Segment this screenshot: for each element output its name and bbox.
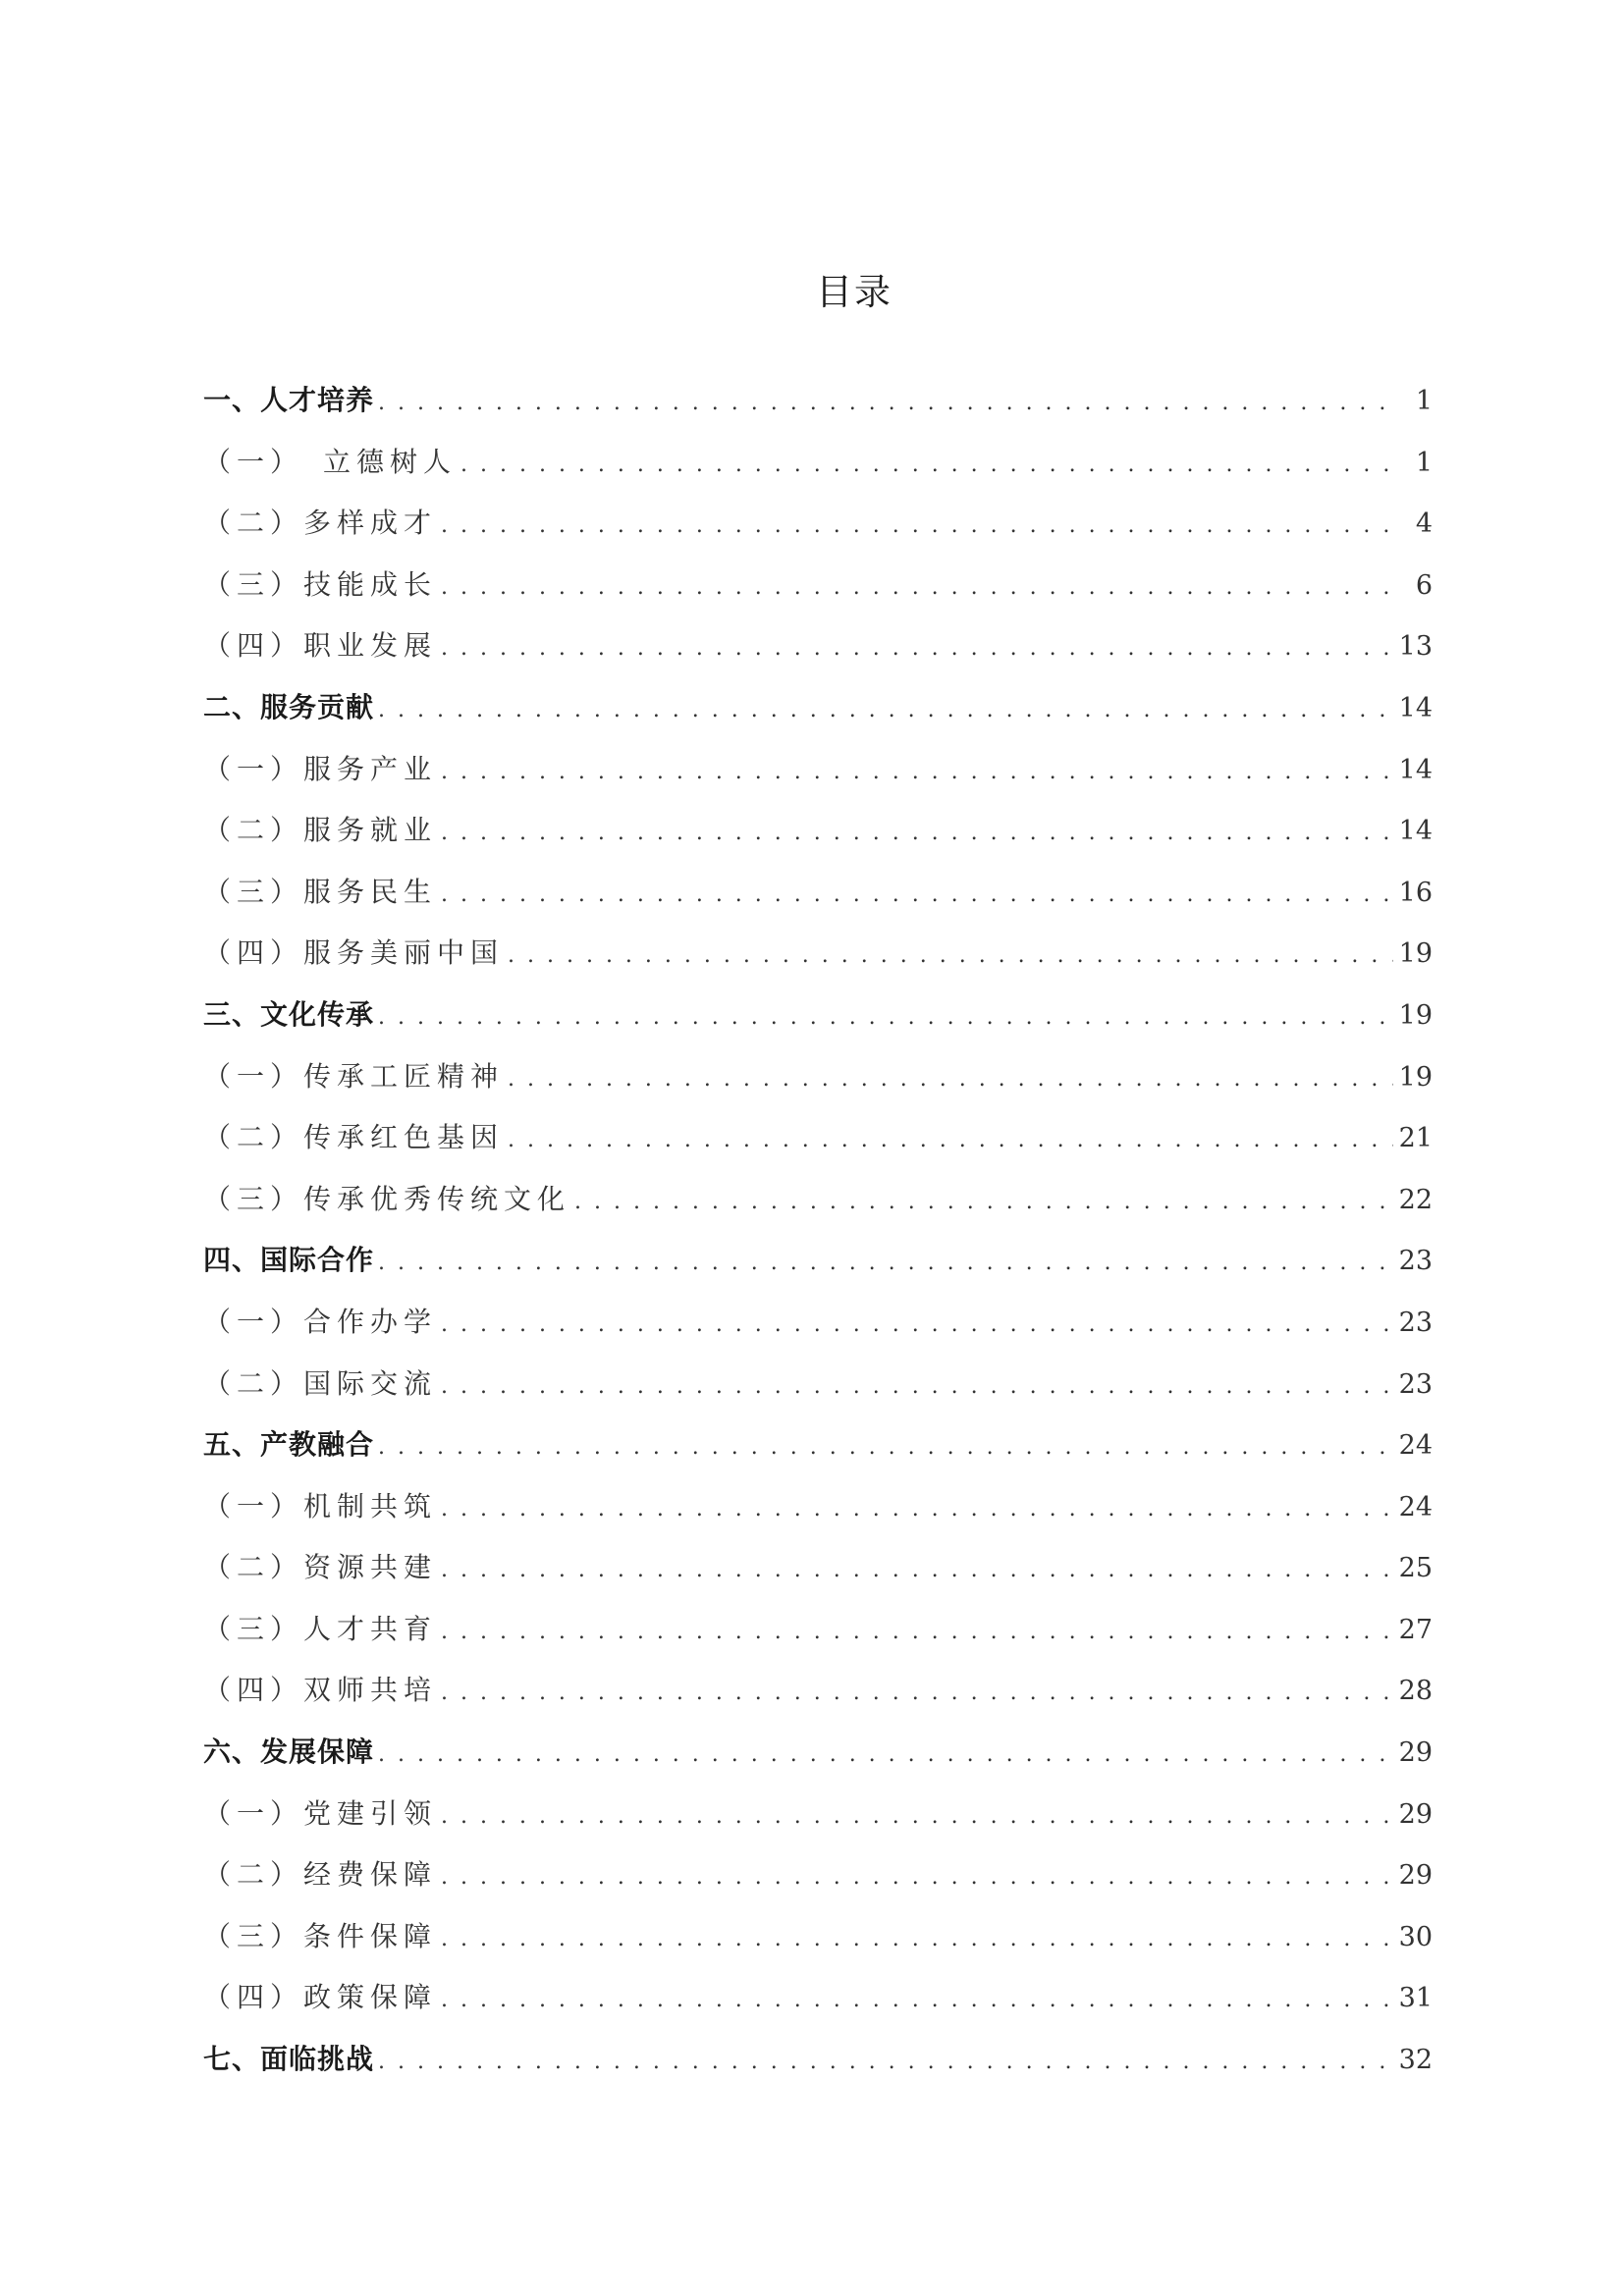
toc-entry[interactable] — [203, 1784, 1433, 1845]
toc-entry-title: （三）人才共育 — [203, 1612, 438, 1645]
toc-page-number: 19 — [1398, 999, 1433, 1031]
toc-page-number: 28 — [1398, 1676, 1433, 1707]
toc-entry-title: （二）服务就业 — [203, 814, 438, 847]
toc-page-number: 1 — [1415, 447, 1433, 478]
toc-page-number: 1 — [1415, 386, 1433, 416]
toc-page-number: 29 — [1398, 1798, 1433, 1830]
toc-leader-dots — [441, 1540, 1393, 1602]
toc-leader-dots — [441, 1357, 1393, 1418]
toc-leader-dots — [378, 2032, 1393, 2094]
toc-entry-title: （二）经费保障 — [203, 1858, 438, 1892]
toc-entry[interactable] — [203, 1660, 1433, 1722]
toc-entry[interactable] — [203, 862, 1433, 924]
toc-entry-title: 四、国际合作 — [203, 1244, 375, 1277]
toc-page-number: 6 — [1415, 569, 1433, 601]
toc-page-number: 19 — [1398, 938, 1433, 970]
toc-leader-dots — [574, 1172, 1393, 1234]
toc-leader-dots — [378, 988, 1393, 1049]
toc-leader-dots — [378, 373, 1393, 435]
toc-entry[interactable] — [203, 1169, 1433, 1231]
toc-entry-title: （三）技能成长 — [203, 567, 438, 601]
toc-entry[interactable] — [203, 1722, 1433, 1784]
toc-leader-dots — [441, 742, 1393, 804]
toc-entry-title: （二）资源共建 — [203, 1551, 438, 1584]
toc-page-number: 23 — [1398, 1368, 1433, 1400]
toc-entry[interactable] — [203, 555, 1433, 616]
toc-leader-dots — [441, 558, 1393, 619]
toc-entry[interactable] — [203, 985, 1433, 1046]
toc-page-number: 29 — [1398, 1737, 1433, 1769]
toc-page-number: 27 — [1398, 1614, 1433, 1645]
page-title: 目录 — [816, 270, 893, 313]
toc-page-number: 21 — [1398, 1123, 1433, 1154]
toc-entry-title: （四）政策保障 — [203, 1981, 438, 2014]
toc-entry-title: （一）党建引领 — [203, 1796, 438, 1830]
toc-leader-dots — [508, 1110, 1393, 1172]
toc-entry-title: 二、服务贡献 — [203, 690, 375, 723]
toc-entry-title: （三）条件保障 — [203, 1919, 438, 1952]
toc-entry-title: （二）多样成才 — [203, 507, 438, 540]
toc-leader-dots — [378, 1233, 1393, 1295]
toc-entry-title: （二）国际交流 — [203, 1366, 438, 1400]
toc-page-number: 25 — [1398, 1553, 1433, 1584]
toc-entry[interactable] — [203, 1967, 1433, 2029]
toc-entry-title: 五、产教融合 — [203, 1428, 375, 1462]
toc-entry[interactable] — [203, 739, 1433, 801]
toc-leader-dots — [441, 1909, 1393, 1971]
toc-leader-dots — [441, 496, 1393, 558]
toc-page-number: 23 — [1398, 1246, 1433, 1277]
toc-page-number: 19 — [1398, 1061, 1433, 1093]
toc-entry[interactable] — [203, 1537, 1433, 1599]
toc-leader-dots — [441, 1295, 1393, 1357]
toc-entry[interactable] — [203, 1046, 1433, 1108]
toc-entry[interactable] — [203, 923, 1433, 985]
toc-leader-dots — [378, 1417, 1393, 1479]
toc-entry[interactable] — [203, 1354, 1433, 1415]
toc-entry[interactable] — [203, 1230, 1433, 1292]
toc-leader-dots — [460, 435, 1393, 497]
toc-entry[interactable] — [203, 1476, 1433, 1538]
toc-entry[interactable] — [203, 1844, 1433, 1906]
toc-entry-title: （三）服务民生 — [203, 875, 438, 908]
toc-leader-dots — [508, 1049, 1393, 1111]
toc-entry-title: 七、面临挑战 — [203, 2043, 375, 2076]
toc-leader-dots — [441, 865, 1393, 927]
toc-entry[interactable] — [203, 432, 1433, 494]
toc-entry[interactable] — [203, 493, 1433, 555]
toc-entry[interactable] — [203, 1415, 1433, 1476]
toc-page-number: 24 — [1398, 1491, 1433, 1522]
toc-entry[interactable] — [203, 1107, 1433, 1169]
toc-leader-dots — [441, 1970, 1393, 2032]
toc-page-number: 4 — [1415, 508, 1433, 540]
toc-leader-dots — [378, 1725, 1393, 1787]
toc-entry-title: 三、文化传承 — [203, 997, 375, 1031]
toc-entry-title: （一）合作办学 — [203, 1305, 438, 1338]
toc-entry-title: （四）职业发展 — [203, 629, 438, 663]
toc-entry-title: （一）服务产业 — [203, 752, 438, 785]
toc-page-number: 16 — [1398, 877, 1433, 908]
toc-leader-dots — [378, 680, 1393, 742]
toc-entry[interactable] — [203, 2029, 1433, 2091]
toc-entry-title: （一）机制共筑 — [203, 1489, 438, 1522]
toc-entry[interactable] — [203, 800, 1433, 862]
toc-page-number: 29 — [1398, 1860, 1433, 1892]
toc-page-number: 14 — [1398, 816, 1433, 847]
toc-entry-title: （四）双师共培 — [203, 1674, 438, 1707]
toc-entry-title: 一、人才培养 — [203, 384, 375, 416]
toc-page-number: 22 — [1398, 1184, 1433, 1215]
toc-leader-dots — [441, 803, 1393, 865]
toc-entry[interactable] — [203, 370, 1433, 432]
toc-entry-title: （一） 立德树人 — [203, 445, 458, 478]
toc-entry-title: （四）服务美丽中国 — [203, 936, 505, 970]
toc-entry-title: （二）传承红色基因 — [203, 1121, 505, 1154]
toc-entry[interactable] — [203, 677, 1433, 739]
table-of-contents — [203, 370, 1433, 2091]
toc-page-number: 23 — [1398, 1307, 1433, 1338]
toc-page-number: 32 — [1398, 2045, 1433, 2076]
toc-page-number: 31 — [1398, 1983, 1433, 2014]
toc-leader-dots — [441, 1847, 1393, 1909]
toc-leader-dots — [441, 1663, 1393, 1725]
toc-entry-title: （一）传承工匠精神 — [203, 1059, 505, 1093]
toc-leader-dots — [441, 1602, 1393, 1664]
toc-page-number: 24 — [1398, 1430, 1433, 1462]
toc-leader-dots — [508, 926, 1393, 988]
toc-entry[interactable] — [203, 1292, 1433, 1354]
toc-entry[interactable] — [203, 1599, 1433, 1661]
toc-entry-title: （三）传承优秀传统文化 — [203, 1182, 571, 1215]
toc-leader-dots — [441, 1787, 1393, 1848]
toc-entry[interactable] — [203, 1906, 1433, 1968]
toc-page-number: 14 — [1398, 692, 1433, 723]
toc-entry[interactable] — [203, 615, 1433, 677]
toc-page-number: 14 — [1398, 754, 1433, 785]
toc-page-number: 13 — [1398, 631, 1433, 663]
toc-leader-dots — [441, 1479, 1393, 1541]
toc-leader-dots — [441, 618, 1393, 680]
toc-page-number: 30 — [1398, 1921, 1433, 1952]
toc-entry-title: 六、发展保障 — [203, 1735, 375, 1769]
